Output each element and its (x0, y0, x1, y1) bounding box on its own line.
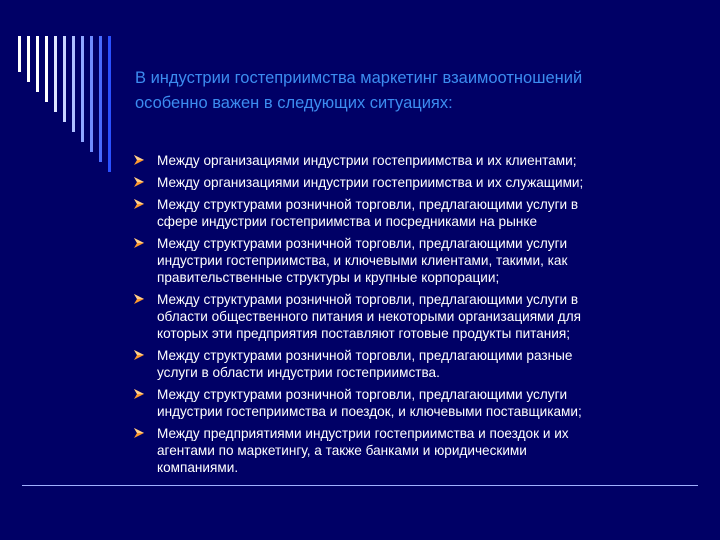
stripe-line (72, 36, 75, 132)
bullet-text-line: Между организациями индустрии гостеприимства и их служащими; (157, 175, 584, 190)
bullet-text-line: Между структурами розничной торговли, предлагающими услуги в (157, 197, 579, 212)
bullet-text-line: Между предприятиями индустрии гостеприимства и поездок и их (157, 426, 569, 441)
title-line-1: В индустрии гостеприимства маркетинг взаимоотношений (135, 69, 583, 87)
bullet-text-line: которых эти предприятия поставляют готовые продукты питания; (157, 326, 571, 341)
bullet-text-line: правительственные структуры и крупные корпорации; (157, 270, 500, 285)
bullet-text-line: агентами по маркетингу, а также банками и юридическими (157, 443, 527, 458)
bullet-text-line: Между структурами розничной торговли, предлагающими услуги в (157, 292, 579, 307)
bullet-item (133, 291, 693, 342)
bullet-item (133, 152, 693, 169)
bullet-text-line: Между структурами розничной торговли, предлагающими услуги (157, 236, 568, 251)
bullet-item (133, 196, 693, 230)
stripe-line (63, 36, 66, 122)
bullet-text-line: компаниями. (157, 460, 239, 475)
arrow-bullet-icon (133, 237, 145, 249)
arrow-bullet-icon (133, 388, 145, 400)
bullet-text-line: Между структурами розничной торговли, предлагающими разные (157, 348, 573, 363)
bullet-item (133, 347, 693, 381)
stripe-line (108, 36, 111, 172)
arrow-bullet-icon (133, 349, 145, 361)
slide-title (135, 66, 695, 116)
bullet-text-line: индустрии гостеприимства и поездок, и ключевыми поставщиками; (157, 404, 582, 419)
bullet-text-line: Между структурами розничной торговли, предлагающими услуги (157, 387, 568, 402)
stripe-line (27, 36, 30, 82)
arrow-bullet-icon (133, 176, 145, 188)
stripe-line (18, 36, 21, 72)
stripe-line (99, 36, 102, 162)
arrow-bullet-icon (133, 293, 145, 305)
stripe-line (90, 36, 93, 152)
bullet-item (133, 386, 693, 420)
bullet-text-line: индустрии гостеприимства, и ключевыми клиентами, такими, как (157, 253, 568, 268)
bottom-divider (22, 485, 698, 486)
arrow-bullet-icon (133, 427, 145, 439)
bullet-text-line: сфере индустрии гостеприимства и посредниками на рынке (157, 214, 538, 229)
bullet-text-line: области общественного питания и некоторыми организациями для (157, 309, 582, 324)
stripe-line (45, 36, 48, 102)
bullet-item (133, 425, 693, 476)
bullet-text-line: Между организациями индустрии гостеприимства и их клиентами; (157, 153, 577, 168)
stripe-line (81, 36, 84, 142)
title-line-2: особенно важен в следующих ситуациях: (135, 94, 453, 112)
stripe-line (36, 36, 39, 92)
bullet-item (133, 235, 693, 286)
stripe-line (54, 36, 57, 112)
arrow-bullet-icon (133, 198, 145, 210)
bullet-item (133, 174, 693, 191)
decorative-stripes (0, 0, 130, 150)
arrow-bullet-icon (133, 154, 145, 166)
bullet-text-line: услуги в области индустрии гостеприимства. (157, 365, 440, 380)
bullet-list (133, 152, 693, 481)
